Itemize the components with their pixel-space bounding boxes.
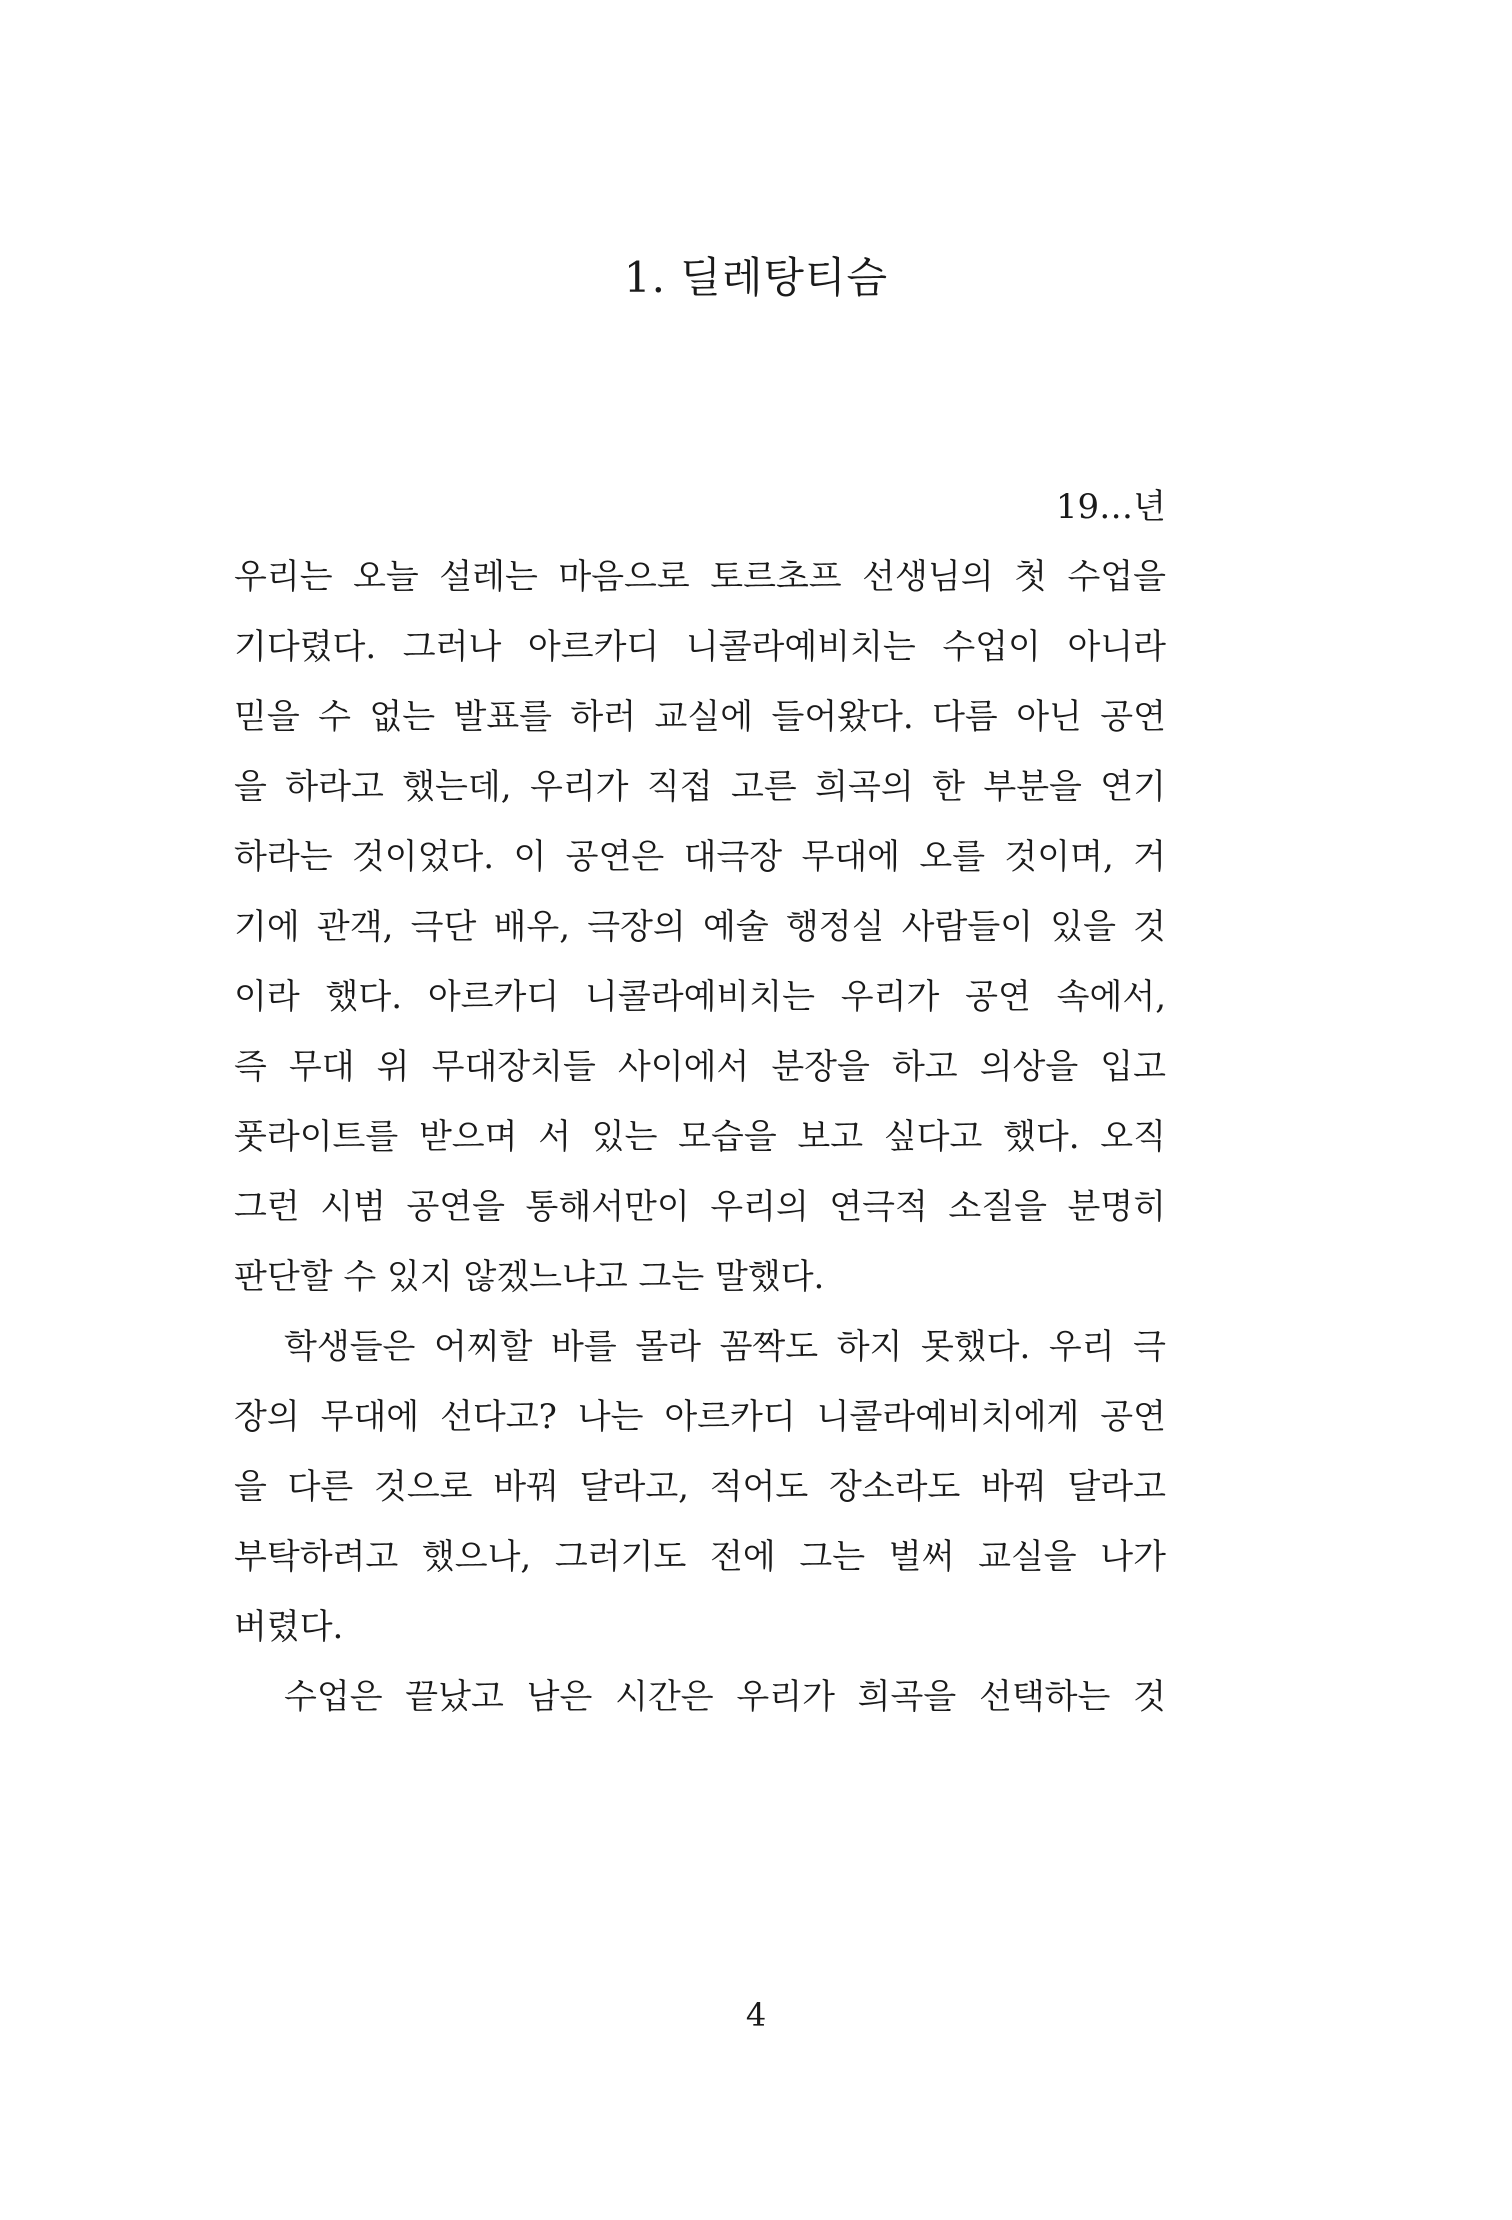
- chapter-title: 1. 딜레탕티슴: [623, 253, 889, 302]
- text-line: 학생들은 어찌할 바를 몰라 꼼짝도 하지 못했다. 우리 극: [284, 1327, 1166, 1367]
- text-line: 수업은 끝났고 남은 시간은 우리가 희곡을 선택하는 것: [284, 1677, 1166, 1717]
- text-line: 판단할 수 있지 않겠느냐고 그는 말했다.: [234, 1257, 825, 1297]
- text-line: 버렸다.: [234, 1607, 344, 1647]
- paragraph: [234, 542, 1166, 1312]
- text-line: 을 다른 것으로 바꿔 달라고, 적어도 장소라도 바꿔 달라고: [234, 1467, 1166, 1507]
- text-line: 하라는 것이었다. 이 공연은 대극장 무대에 오를 것이며, 거: [234, 837, 1166, 877]
- body-text: [234, 472, 1166, 1732]
- paragraph: [234, 1662, 1166, 1732]
- page-number: 4: [745, 1996, 767, 2034]
- text-line: 우리는 오늘 설레는 마음으로 토르초프 선생님의 첫 수업을: [234, 557, 1166, 597]
- text-line: 장의 무대에 선다고? 나는 아르카디 니콜라예비치에게 공연: [234, 1397, 1166, 1437]
- text-line: 즉 무대 위 무대장치들 사이에서 분장을 하고 의상을 입고: [234, 1047, 1166, 1087]
- date-line: 19…년: [1055, 487, 1166, 527]
- text-line: 부탁하려고 했으나, 그러기도 전에 그는 벌써 교실을 나가: [234, 1537, 1166, 1577]
- text-line: 그런 시범 공연을 통해서만이 우리의 연극적 소질을 분명히: [234, 1187, 1166, 1227]
- text-line: 을 하라고 했는데, 우리가 직접 고른 희곡의 한 부분을 연기: [234, 767, 1166, 807]
- text-line: 기다렸다. 그러나 아르카디 니콜라예비치는 수업이 아니라: [234, 627, 1166, 667]
- text-line: 믿을 수 없는 발표를 하러 교실에 들어왔다. 다름 아닌 공연: [234, 697, 1166, 737]
- paragraph: [234, 1312, 1166, 1662]
- text-line: 이라 했다. 아르카디 니콜라예비치는 우리가 공연 속에서,: [234, 977, 1166, 1017]
- text-line: 풋라이트를 받으며 서 있는 모습을 보고 싶다고 했다. 오직: [234, 1117, 1166, 1157]
- text-line: 기에 관객, 극단 배우, 극장의 예술 행정실 사람들이 있을 것: [234, 907, 1166, 947]
